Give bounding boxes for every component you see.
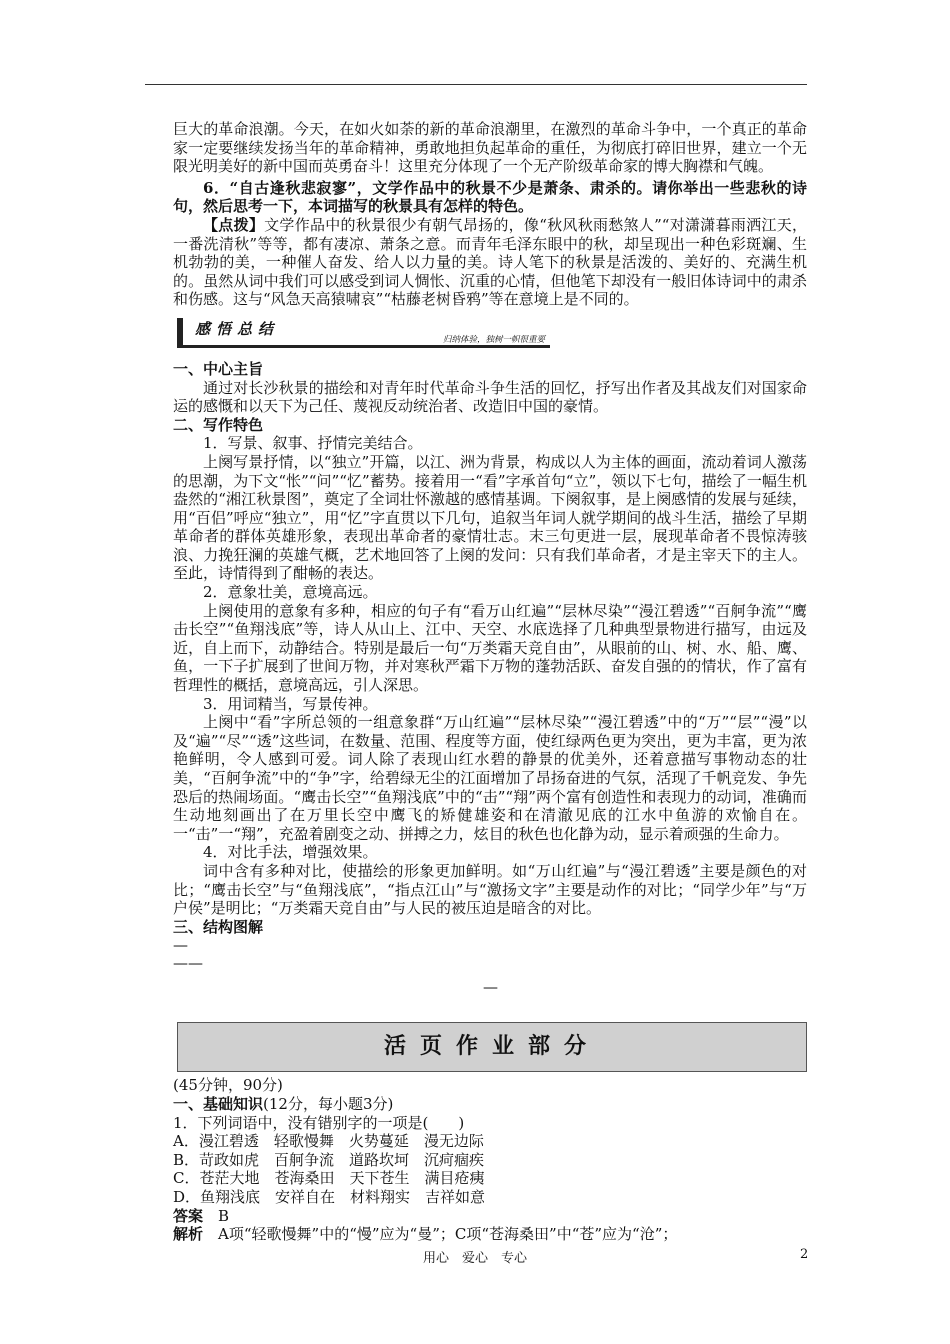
feature-2-text: 上阕使用的意象有多种，相应的句子有“看万山红遍”“层林尽染”“漫江碧透”“百舸争流”“鹰击长空”“鱼翔浅底”等，诗人从山上、江中、天空、水底选择了几种典型景物进行描写，由远及近，自上而下，动静结合。特别是最后一句“万类霜天竞自由”，从眼前的山、树、水、船、鹰、鱼，一下子扩展到了世间万物，并对寒秋严霜下万物的蓬勃活跃、奋发自强的的情状，作了富有哲理性的概括，意境高远，引人深思。 [173, 601, 807, 695]
paragraph-continuation: 巨大的革命浪潮。今天，在如火如荼的新的革命浪潮里，在激烈的革命斗争中，一个真正的革命家一定要继续发扬当年的革命精神，勇敢地担负起革命的重任，为彻底打碎旧世界，建立一个无限光明美好的新中国而英勇奋斗！这里充分体现了一个无产阶级革命家的博大胸襟和气魄。 [173, 120, 807, 176]
header-rule [145, 84, 807, 85]
feature-2-title: 2．意象壮美，意境高远。 [203, 583, 378, 602]
banner-title: 活页作业部分 [383, 1034, 600, 1060]
structure-dash-2: —— [173, 954, 203, 973]
basic-knowledge-detail: (12分，每小题3分) [263, 1094, 394, 1113]
page-number: 2 [800, 1247, 809, 1262]
hint-text: 文学作品中的秋景很少有朝气昂扬的，像“秋风秋雨愁煞人”“对潇潇暮雨洒江天，一番洗清秋”等等，都有凄凉、萧条之意。而青年毛泽东眼中的秋，却呈现出一种色彩斑斓、生机勃勃的美，一种催人奋发、给人以力量的美。诗人笔下的秋景是活泼的、美好的、充满生机的。虽然从词中我们可以感受到词人惆怅、沉重的心情，但他笔下却没有一般旧体诗词中的肃杀和伤感。这与“风急天高猿啸哀”“枯藤老树昏鸦”等在意境上是不同的。 [173, 215, 807, 309]
question-1: 1．下列词语中，没有错别字的一项是( ) [173, 1113, 465, 1132]
option-b: B．苛政如虎 百舸争流 道路坎坷 沉疴痼疾 [173, 1150, 485, 1169]
feature-4-text: 词中含有多种对比，使描绘的形象更加鲜明。如“万山红遍”与“漫江碧透”主要是颜色的对比；“鹰击长空”与“鱼翔浅底”，“指点江山”与“激扬文字”主要是动作的对比；“同学少年”与“万户侯”是明比；“万类霜天竞自由”与人民的被压迫是暗含的对比。 [173, 861, 807, 918]
section-title: 感悟总结 [195, 319, 280, 338]
heading-structure: 三、结构图解 [173, 917, 264, 936]
feature-1-text: 上阕写景抒情，以“独立”开篇，以江、洲为背景，构成以人为主体的画面，流动着词人激荡的思潮，为下文“怅”“问”“忆”蓄势。接着用一“看”字承首句“立”，领以下七句，描绘了一幅生机盎然的“湘江秋景图”，奠定了全词壮怀激越的感情基调。下阕叙事，是上阕感情的发展与延续，用“百侣”呼应“独立”，用“忆”字直贯以下几句，追叙当年词人就学期间的战斗生活，描绘了早期革命者的群体英雄形象，表现出革命者的豪情壮志。末三句更进一层，展现革命者不畏惊涛骇浪、力挽狂澜的英雄气概，艺术地回答了上阕的发问：只有我们革命者，才是主宰天下的主人。至此，诗情得到了酣畅的表达。 [173, 452, 807, 583]
structure-dash-1: — [173, 936, 188, 955]
feature-4-title: 4．对比手法，增强效果。 [203, 843, 378, 862]
section-subtitle: 归纳体验，独树一帜很重要 [442, 334, 545, 345]
feature-3-title: 3．用词精当，写景传神。 [203, 694, 378, 713]
heading-main-idea: 一、中心主旨 [173, 359, 264, 378]
option-d: D．鱼翔浅底 安祥自在 材料翔实 吉祥如意 [173, 1187, 486, 1206]
feature-3-text: 上阕中“看”字所总领的一组意象群“万山红遍”“层林尽染”“漫江碧透”中的“万”“层”“漫”以及“遍”“尽”“透”这些词，在数量、范围、程度等方面，使红绿两色更为突出，更为丰富，更为浓艳鲜明，令人感到可爱。词人除了表现山红水碧的静景的优美外，还着意描写事物动态的壮美，“百舸争流”中的“争”字，给碧绿无尘的江面增加了昂扬奋进的气氛，活现了千帆竞发、争先恐后的热闹场面。“鹰击长空”“鱼翔浅底”中的“击”“翔”两个富有创造性和表现力的动词，准确而生动地刻画出了在万里长空中鹰飞的矫健雄姿和在清澈见底的江水中鱼游的欢愉自在。一“击”一“翔”，充盈着剧变之动、拼搏之力，炫目的秋色也化静为动，显示着顽强的生命力。 [173, 713, 807, 843]
analysis-label: 解析 [173, 1225, 204, 1244]
feature-1-title: 1．写景、叙事、抒情完美结合。 [203, 434, 423, 453]
main-idea-text: 通过对长沙秋景的描绘和对青年时代革命斗争生活的回忆，抒写出作者及其战友们对国家命运的感慨和以天下为己任、蔑视反动统治者、改造旧中国的豪情。 [173, 378, 807, 416]
answer-label: 答案 [173, 1206, 204, 1225]
section-header [173, 316, 807, 348]
structure-dash-3: — [483, 978, 498, 997]
basic-knowledge-label: 一、基础知识 [173, 1094, 264, 1113]
heading-basic-knowledge [173, 1095, 807, 1114]
option-a: A．漫江碧透 轻歌慢舞 火势蔓延 漫无边际 [173, 1132, 484, 1151]
heading-writing-features: 二、写作特色 [173, 415, 264, 434]
answer-value: B [218, 1206, 230, 1225]
time-score: (45分钟，90分) [173, 1076, 283, 1095]
section-rule [177, 345, 550, 348]
section-bar-icon [177, 318, 183, 346]
option-c: C．苍茫大地 苍海桑田 天下苍生 满目疮痍 [173, 1169, 485, 1188]
analysis-text: A项“轻歌慢舞”中的“慢”应为“曼”；C项“苍海桑田”中“苍”应为“沧”； [218, 1225, 678, 1244]
question-6: 6．“自古逢秋悲寂寥”，文学作品中的秋景不少是萧条、肃杀的。请你举出一些悲秋的诗句，然后思考一下，本词描写的秋景具有怎样的特色。 [173, 178, 807, 216]
analysis-line [173, 1225, 807, 1244]
footer-motto: 用心 爱心 专心 [422, 1251, 527, 1266]
question-6-hint [173, 216, 807, 309]
answer-line [173, 1207, 807, 1226]
hint-label: 【点拨】 [203, 215, 265, 234]
worksheet-banner [177, 1022, 807, 1072]
page-content [173, 120, 807, 1244]
